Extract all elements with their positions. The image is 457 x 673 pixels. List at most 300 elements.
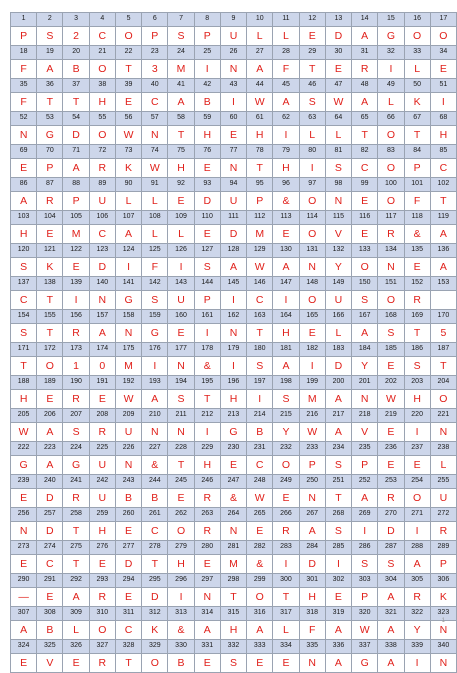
cell-letter: E <box>299 26 325 46</box>
cell-letter: T <box>247 323 273 343</box>
cell-letter: L <box>299 125 325 145</box>
cell-letter: S <box>168 26 194 46</box>
cell-number: 184 <box>352 343 378 357</box>
cell-letter: A <box>37 422 63 442</box>
cell-number: 180 <box>247 343 273 357</box>
cell-number: 333 <box>247 640 273 654</box>
cell-letter: L <box>168 224 194 244</box>
cell-letter: A <box>168 92 194 112</box>
cell-letter: T <box>299 59 325 79</box>
cell-letter: O <box>299 191 325 211</box>
cell-letter: V <box>37 653 63 673</box>
cell-letter: D <box>325 26 351 46</box>
cell-letter: D <box>89 257 115 277</box>
cell-number: 278 <box>142 541 168 555</box>
cell-letter: S <box>11 257 37 277</box>
cell-number: 191 <box>89 376 115 390</box>
cell-number: 331 <box>194 640 220 654</box>
cell-number: 209 <box>115 409 141 423</box>
cell-letter: A <box>378 620 404 640</box>
cell-letter: G <box>378 26 404 46</box>
cell-number: 137 <box>11 277 37 291</box>
cell-number: 179 <box>220 343 246 357</box>
cell-letter: I <box>220 356 246 376</box>
cell-letter: I <box>273 290 299 310</box>
cell-letter: N <box>89 290 115 310</box>
cell-letter: T <box>142 554 168 574</box>
cell-number: 26 <box>220 46 246 60</box>
cell-number: 25 <box>194 46 220 60</box>
cell-number: 323 <box>430 607 456 621</box>
cell-letter: W <box>352 620 378 640</box>
cell-number: 314 <box>194 607 220 621</box>
number-row <box>11 178 457 192</box>
cell-number: 312 <box>142 607 168 621</box>
cell-letter: R <box>63 488 89 508</box>
cell-number: 248 <box>247 475 273 489</box>
cell-letter: T <box>325 488 351 508</box>
cell-number: 117 <box>378 211 404 225</box>
cell-letter: P <box>194 26 220 46</box>
cell-number: 201 <box>352 376 378 390</box>
cell-number: 121 <box>37 244 63 258</box>
cell-letter: A <box>247 59 273 79</box>
cell-letter: A <box>378 587 404 607</box>
cell-number: 227 <box>142 442 168 456</box>
cell-number: 131 <box>299 244 325 258</box>
cell-letter: A <box>142 389 168 409</box>
cell-number: 8 <box>194 13 220 27</box>
cell-number: 258 <box>63 508 89 522</box>
cell-letter: 5 <box>430 323 456 343</box>
cell-letter: R <box>378 224 404 244</box>
number-row <box>11 475 457 489</box>
cell-letter: S <box>63 422 89 442</box>
cell-letter: A <box>11 620 37 640</box>
cell-number: 43 <box>220 79 246 93</box>
cell-number: 205 <box>11 409 37 423</box>
cell-letter <box>430 290 456 310</box>
cell-letter: T <box>220 587 246 607</box>
cell-letter: O <box>352 257 378 277</box>
cell-number: 186 <box>404 343 430 357</box>
cell-number: 51 <box>430 79 456 93</box>
cell-letter: A <box>325 620 351 640</box>
cell-letter: I <box>194 59 220 79</box>
cell-letter: H <box>194 125 220 145</box>
cell-number: 231 <box>247 442 273 456</box>
cell-number: 268 <box>325 508 351 522</box>
cell-number: 86 <box>11 178 37 192</box>
cell-letter: E <box>115 521 141 541</box>
cell-letter: W <box>247 257 273 277</box>
cell-number: 76 <box>194 145 220 159</box>
cell-number: 129 <box>247 244 273 258</box>
cell-letter: R <box>430 521 456 541</box>
cell-letter: E <box>37 224 63 244</box>
cell-number: 87 <box>37 178 63 192</box>
cell-letter: R <box>63 323 89 343</box>
cell-letter: S <box>247 356 273 376</box>
cell-letter: P <box>299 455 325 475</box>
cell-number: 22 <box>115 46 141 60</box>
cell-letter: T <box>430 191 456 211</box>
cell-letter: L <box>273 26 299 46</box>
cell-letter: L <box>325 323 351 343</box>
cell-letter: N <box>430 653 456 673</box>
cell-number: 246 <box>194 475 220 489</box>
cell-number: 41 <box>168 79 194 93</box>
cell-letter: B <box>194 92 220 112</box>
cell-number: 206 <box>37 409 63 423</box>
cell-number: 327 <box>89 640 115 654</box>
cell-number: 147 <box>273 277 299 291</box>
cell-letter: E <box>11 488 37 508</box>
cell-letter: U <box>430 488 456 508</box>
cell-letter: A <box>299 521 325 541</box>
cell-number: 257 <box>37 508 63 522</box>
cell-number: 39 <box>115 79 141 93</box>
cell-number: 286 <box>352 541 378 555</box>
cell-letter: H <box>430 125 456 145</box>
cell-letter: C <box>142 521 168 541</box>
cell-number: 308 <box>37 607 63 621</box>
cell-letter: H <box>299 587 325 607</box>
cell-number: 160 <box>168 310 194 324</box>
cell-letter: S <box>273 389 299 409</box>
cell-number: 102 <box>430 178 456 192</box>
cell-number: 71 <box>63 145 89 159</box>
cell-number: 263 <box>194 508 220 522</box>
number-row <box>11 244 457 258</box>
cell-number: 252 <box>352 475 378 489</box>
cell-letter: M <box>247 224 273 244</box>
cell-letter: H <box>220 620 246 640</box>
cell-number: 142 <box>142 277 168 291</box>
cell-number: 60 <box>220 112 246 126</box>
cell-letter: H <box>168 158 194 178</box>
cell-letter: H <box>273 158 299 178</box>
cell-number: 162 <box>220 310 246 324</box>
cell-number: 139 <box>63 277 89 291</box>
cell-number: 340 <box>430 640 456 654</box>
cell-letter: T <box>430 356 456 376</box>
cell-number: 115 <box>325 211 351 225</box>
cell-letter: N <box>220 158 246 178</box>
cell-letter: N <box>220 59 246 79</box>
cell-number: 52 <box>11 112 37 126</box>
cell-letter: O <box>378 158 404 178</box>
cell-letter: E <box>194 653 220 673</box>
cell-number: 90 <box>115 178 141 192</box>
cell-number: 154 <box>11 310 37 324</box>
cell-letter: S <box>168 389 194 409</box>
cell-number: 240 <box>37 475 63 489</box>
cell-number: 88 <box>63 178 89 192</box>
cell-number: 275 <box>63 541 89 555</box>
cell-number: 253 <box>378 475 404 489</box>
cell-letter: D <box>299 554 325 574</box>
cell-number: 97 <box>299 178 325 192</box>
cell-letter: E <box>404 455 430 475</box>
cell-letter: R <box>352 59 378 79</box>
cell-number: 297 <box>194 574 220 588</box>
cell-number: 291 <box>37 574 63 588</box>
cell-number: 224 <box>63 442 89 456</box>
cell-letter: E <box>115 587 141 607</box>
cell-number: 178 <box>194 343 220 357</box>
cell-number: 260 <box>115 508 141 522</box>
cell-number: 96 <box>273 178 299 192</box>
cell-number: 141 <box>115 277 141 291</box>
cell-number: 245 <box>168 475 194 489</box>
cell-number: 219 <box>378 409 404 423</box>
cell-number: 194 <box>168 376 194 390</box>
cell-number: 241 <box>63 475 89 489</box>
cell-letter: F <box>404 191 430 211</box>
cell-letter: E <box>273 488 299 508</box>
cell-number: 301 <box>299 574 325 588</box>
cell-letter: G <box>220 422 246 442</box>
cell-letter: A <box>247 620 273 640</box>
cell-number: 214 <box>247 409 273 423</box>
cell-number: 171 <box>11 343 37 357</box>
cell-letter: S <box>37 26 63 46</box>
cell-number: 143 <box>168 277 194 291</box>
cell-number: 332 <box>220 640 246 654</box>
letter-row <box>11 455 457 475</box>
cell-letter: N <box>11 125 37 145</box>
cell-number: 322 <box>404 607 430 621</box>
cell-letter: A <box>352 323 378 343</box>
number-row <box>11 541 457 555</box>
cell-number: 3 <box>63 13 89 27</box>
letter-row <box>11 620 457 640</box>
cell-letter: T <box>63 554 89 574</box>
cell-number: 311 <box>115 607 141 621</box>
cell-letter: P <box>142 26 168 46</box>
cell-letter: P <box>194 290 220 310</box>
cell-number: 189 <box>37 376 63 390</box>
cell-letter: P <box>63 191 89 211</box>
cell-letter: M <box>220 554 246 574</box>
cell-letter: V <box>352 422 378 442</box>
cell-letter: & <box>273 191 299 211</box>
cell-letter: O <box>247 587 273 607</box>
cell-number: 320 <box>352 607 378 621</box>
cell-letter: N <box>11 521 37 541</box>
cell-letter: T <box>37 323 63 343</box>
cell-letter: E <box>220 455 246 475</box>
cell-letter: K <box>404 92 430 112</box>
cell-number: 28 <box>273 46 299 60</box>
letter-row <box>11 488 457 508</box>
cell-letter: & <box>220 488 246 508</box>
cell-number: 244 <box>142 475 168 489</box>
cell-letter: T <box>168 125 194 145</box>
cell-number: 35 <box>11 79 37 93</box>
cell-number: 59 <box>194 112 220 126</box>
cell-number: 267 <box>299 508 325 522</box>
cell-number: 126 <box>168 244 194 258</box>
cell-number: 77 <box>220 145 246 159</box>
cell-letter: T <box>37 92 63 112</box>
cell-number: 262 <box>168 508 194 522</box>
cell-number: 197 <box>247 376 273 390</box>
cell-number: 302 <box>325 574 351 588</box>
cell-letter: H <box>247 125 273 145</box>
cell-letter: E <box>89 389 115 409</box>
cell-number: 300 <box>273 574 299 588</box>
cell-letter: H <box>168 554 194 574</box>
cell-number: 313 <box>168 607 194 621</box>
cell-letter: E <box>168 323 194 343</box>
cell-number: 165 <box>299 310 325 324</box>
cell-letter: I <box>299 158 325 178</box>
cell-letter: P <box>352 455 378 475</box>
cell-letter: L <box>247 26 273 46</box>
cell-number: 215 <box>273 409 299 423</box>
cell-number: 177 <box>168 343 194 357</box>
cell-number: 70 <box>37 145 63 159</box>
cell-letter: E <box>194 158 220 178</box>
cell-number: 37 <box>63 79 89 93</box>
cell-letter: L <box>142 191 168 211</box>
cell-letter: O <box>299 224 325 244</box>
cell-number: 157 <box>89 310 115 324</box>
cell-letter: H <box>220 389 246 409</box>
cell-number: 281 <box>220 541 246 555</box>
cell-number: 72 <box>89 145 115 159</box>
cell-letter: H <box>11 389 37 409</box>
cell-number: 64 <box>325 112 351 126</box>
cell-number: 140 <box>89 277 115 291</box>
cell-number: 85 <box>430 145 456 159</box>
cell-number: 251 <box>325 475 351 489</box>
cell-number: 172 <box>37 343 63 357</box>
cell-number: 65 <box>352 112 378 126</box>
cell-number: 164 <box>273 310 299 324</box>
cell-number: 284 <box>299 541 325 555</box>
cell-number: 27 <box>247 46 273 60</box>
letter-row <box>11 554 457 574</box>
cell-number: 294 <box>115 574 141 588</box>
cell-letter: T <box>273 587 299 607</box>
cell-number: 2 <box>37 13 63 27</box>
cell-letter: R <box>89 158 115 178</box>
cell-number: 254 <box>404 475 430 489</box>
cell-number: 255 <box>430 475 456 489</box>
cell-number: 221 <box>430 409 456 423</box>
cell-letter: T <box>115 653 141 673</box>
cell-number: 295 <box>142 574 168 588</box>
cell-letter: I <box>247 389 273 409</box>
cell-letter: E <box>37 587 63 607</box>
cell-letter: R <box>404 587 430 607</box>
cell-letter: N <box>142 125 168 145</box>
letter-row <box>11 389 457 409</box>
number-row <box>11 508 457 522</box>
cell-number: 151 <box>378 277 404 291</box>
cell-letter: E <box>299 323 325 343</box>
cell-letter: P <box>430 554 456 574</box>
cell-letter: N <box>299 257 325 277</box>
letter-row <box>11 323 457 343</box>
cell-letter: P <box>37 158 63 178</box>
cell-letter: & <box>142 455 168 475</box>
cell-letter: S <box>404 356 430 376</box>
cell-number: 242 <box>89 475 115 489</box>
letter-row <box>11 356 457 376</box>
number-row <box>11 442 457 456</box>
cell-number: 202 <box>378 376 404 390</box>
cell-number: 152 <box>404 277 430 291</box>
cell-letter: Y <box>325 257 351 277</box>
cell-letter: O <box>89 620 115 640</box>
cell-letter: S <box>194 257 220 277</box>
cell-letter: O <box>273 455 299 475</box>
cell-letter: B <box>115 488 141 508</box>
letter-row <box>11 59 457 79</box>
cell-number: 53 <box>37 112 63 126</box>
cell-number: 220 <box>404 409 430 423</box>
cell-number: 187 <box>430 343 456 357</box>
cell-letter: S <box>325 158 351 178</box>
cell-number: 217 <box>325 409 351 423</box>
cell-number: 11 <box>273 13 299 27</box>
cell-number: 176 <box>142 343 168 357</box>
cell-letter: L <box>142 224 168 244</box>
cell-number: 45 <box>273 79 299 93</box>
cell-letter: G <box>352 653 378 673</box>
cell-letter: A <box>325 389 351 409</box>
cell-number: 145 <box>220 277 246 291</box>
cell-letter: I <box>378 59 404 79</box>
cell-number: 304 <box>378 574 404 588</box>
cell-letter: N <box>194 587 220 607</box>
cell-number: 159 <box>142 310 168 324</box>
cell-letter: — <box>11 587 37 607</box>
cell-number: 329 <box>142 640 168 654</box>
cell-letter: F <box>142 257 168 277</box>
cell-number: 196 <box>220 376 246 390</box>
cell-number: 112 <box>247 211 273 225</box>
cell-letter: F <box>11 59 37 79</box>
cell-number: 208 <box>89 409 115 423</box>
number-row <box>11 376 457 390</box>
cell-letter: A <box>325 422 351 442</box>
cell-number: 49 <box>378 79 404 93</box>
cell-number: 100 <box>378 178 404 192</box>
cell-number: 107 <box>115 211 141 225</box>
cell-letter: A <box>220 257 246 277</box>
cell-number: 109 <box>168 211 194 225</box>
number-row <box>11 277 457 291</box>
cell-letter: N <box>299 488 325 508</box>
cell-number: 305 <box>404 574 430 588</box>
letter-row <box>11 92 457 112</box>
cell-letter: T <box>352 125 378 145</box>
cell-letter: A <box>430 224 456 244</box>
cell-letter: A <box>378 653 404 673</box>
cell-number: 293 <box>89 574 115 588</box>
cell-number: 280 <box>194 541 220 555</box>
cell-letter: G <box>63 455 89 475</box>
cell-letter: I <box>299 356 325 376</box>
cell-number: 63 <box>299 112 325 126</box>
cell-letter: P <box>404 158 430 178</box>
cell-number: 299 <box>247 574 273 588</box>
